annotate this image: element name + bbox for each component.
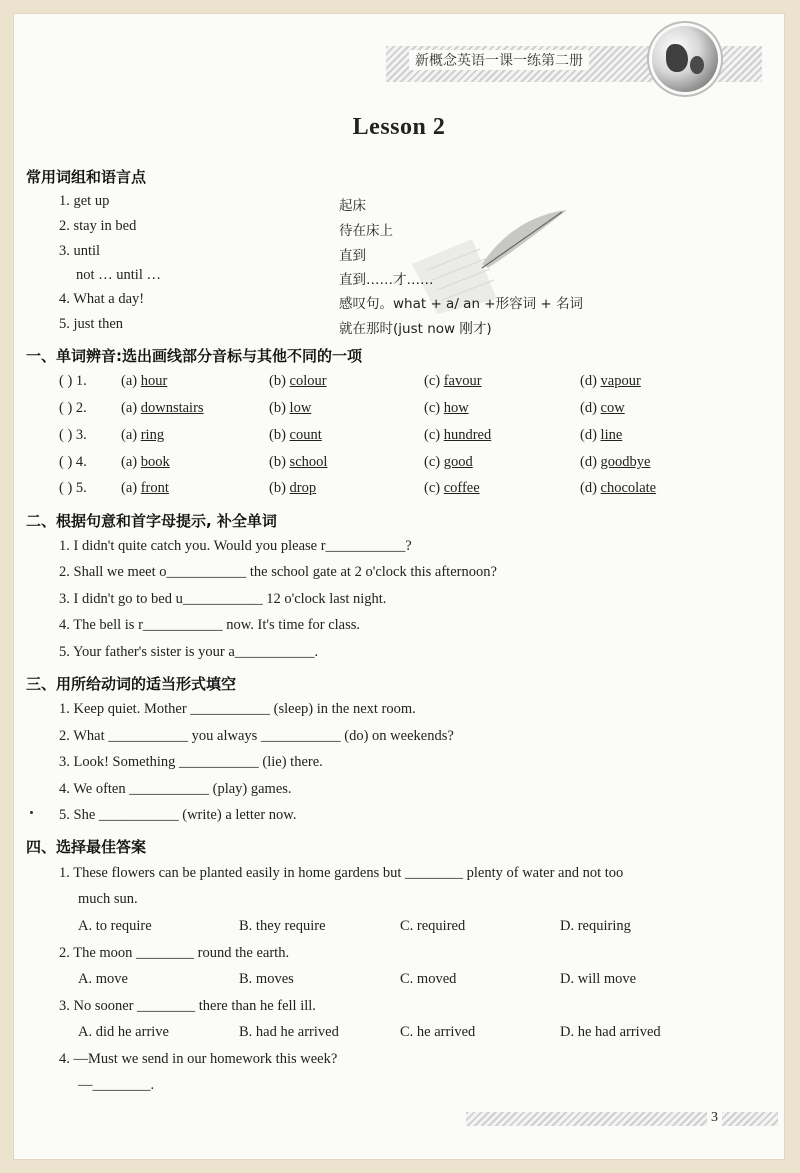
choice-question-continued: much sun. bbox=[78, 891, 138, 907]
verb-question: 4. We often ___________ (play) games. bbox=[59, 781, 292, 797]
option-b: (b) drop bbox=[269, 480, 317, 496]
option-a: (a) ring bbox=[121, 427, 165, 443]
option-c: (c) hundred bbox=[424, 427, 492, 443]
verb-question: 2. What ___________ you always ___________ (do) on weekends? bbox=[59, 728, 454, 744]
vocab-cn: 直到……才…… bbox=[339, 272, 434, 288]
lesson-title: Lesson 2 bbox=[352, 114, 446, 140]
choice-question: 2. The moon ________ round the earth. bbox=[59, 945, 290, 961]
option-b: B. they require bbox=[239, 918, 326, 934]
option-d: (d) vapour bbox=[580, 373, 641, 389]
option-c: C. moved bbox=[400, 971, 457, 987]
spelling-question: 2. Shall we meet o___________ the school gate at 2 o'clock this afternoon? bbox=[59, 564, 497, 580]
option-a: (a) downstairs bbox=[121, 400, 204, 416]
option-b: B. moves bbox=[239, 971, 294, 987]
vocab-heading: 常用词组和语言点 bbox=[26, 168, 147, 186]
vocab-en: 2. stay in bed bbox=[59, 218, 137, 234]
vocab-cn: 就在那时(just now 刚才) bbox=[339, 321, 492, 337]
footer-stripe bbox=[466, 1112, 778, 1126]
option-d: (d) cow bbox=[580, 400, 625, 416]
question-number: ( ) 1. bbox=[59, 373, 87, 389]
vocab-cn: 直到 bbox=[339, 248, 366, 264]
vocab-en: 4. What a day! bbox=[59, 291, 145, 307]
option-a: A. did he arrive bbox=[78, 1024, 169, 1040]
vocab-en: 3. until bbox=[59, 243, 101, 259]
option-b: (b) count bbox=[269, 427, 322, 443]
verb-question: 3. Look! Something ___________ (lie) there. bbox=[59, 754, 323, 770]
option-d: D. he had arrived bbox=[560, 1024, 661, 1040]
phonetics-heading: 一、单词辨音:选出画线部分音标与其他不同的一项 bbox=[26, 347, 363, 365]
option-a: A. move bbox=[78, 971, 128, 987]
question-number: ( ) 5. bbox=[59, 480, 87, 496]
option-a: (a) book bbox=[121, 454, 170, 470]
choice-question: 4. —Must we send in our homework this week? bbox=[59, 1051, 338, 1067]
spelling-question: 3. I didn't go to bed u___________ 12 o'clock last night. bbox=[59, 591, 387, 607]
choice-heading: 四、选择最佳答案 bbox=[26, 838, 147, 856]
option-a: (a) hour bbox=[121, 373, 168, 389]
option-b: (b) low bbox=[269, 400, 312, 416]
option-c: (c) how bbox=[424, 400, 469, 416]
question-number: ( ) 3. bbox=[59, 427, 87, 443]
question-number: ( ) 4. bbox=[59, 454, 87, 470]
option-c: (c) good bbox=[424, 454, 473, 470]
verb-question: 5. She ___________ (write) a letter now. bbox=[59, 807, 297, 823]
stray-dot bbox=[30, 811, 33, 814]
option-d: (d) goodbye bbox=[580, 454, 651, 470]
spelling-question: 5. Your father's sister is your a___________. bbox=[59, 644, 319, 660]
option-a: (a) front bbox=[121, 480, 169, 496]
option-b: (b) colour bbox=[269, 373, 327, 389]
verb-question: 1. Keep quiet. Mother ___________ (sleep) in the next room. bbox=[59, 701, 416, 717]
vocab-en: not … until … bbox=[76, 267, 161, 283]
choice-question: 3. No sooner ________ there than he fell ill. bbox=[59, 998, 316, 1014]
option-a: A. to require bbox=[78, 918, 152, 934]
vocab-en: 5. just then bbox=[59, 316, 124, 332]
vocab-en: 1. get up bbox=[59, 193, 110, 209]
question-number: ( ) 2. bbox=[59, 400, 87, 416]
option-b: (b) school bbox=[269, 454, 328, 470]
option-d: D. will move bbox=[560, 971, 637, 987]
option-c: C. he arrived bbox=[400, 1024, 476, 1040]
choice-question: 1. These flowers can be planted easily in home gardens but ________ plenty of water and not too bbox=[59, 865, 624, 881]
spelling-heading: 二、根据句意和首字母提示, 补全单词 bbox=[26, 512, 277, 530]
vocab-cn: 待在床上 bbox=[339, 223, 393, 239]
workbook-page bbox=[14, 14, 784, 1159]
globe-icon bbox=[652, 26, 718, 92]
spelling-question: 4. The bell is r___________ now. It's time for class. bbox=[59, 617, 361, 633]
option-b: B. had he arrived bbox=[239, 1024, 339, 1040]
option-c: (c) coffee bbox=[424, 480, 480, 496]
option-c: C. required bbox=[400, 918, 466, 934]
vocab-cn: 起床 bbox=[339, 198, 366, 214]
option-c: (c) favour bbox=[424, 373, 482, 389]
option-d: (d) line bbox=[580, 427, 623, 443]
book-title: 新概念英语一课一练第二册 bbox=[409, 50, 589, 70]
verbs-heading: 三、用所给动词的适当形式填空 bbox=[26, 675, 237, 693]
option-d: (d) chocolate bbox=[580, 480, 657, 496]
page-number: 3 bbox=[707, 1110, 722, 1126]
vocab-cn: 感叹句。what + a/ an +形容词 + 名词 bbox=[339, 296, 583, 312]
option-d: D. requiring bbox=[560, 918, 631, 934]
answer-blank: —________. bbox=[78, 1077, 155, 1093]
spelling-question: 1. I didn't quite catch you. Would you please r___________? bbox=[59, 538, 412, 554]
